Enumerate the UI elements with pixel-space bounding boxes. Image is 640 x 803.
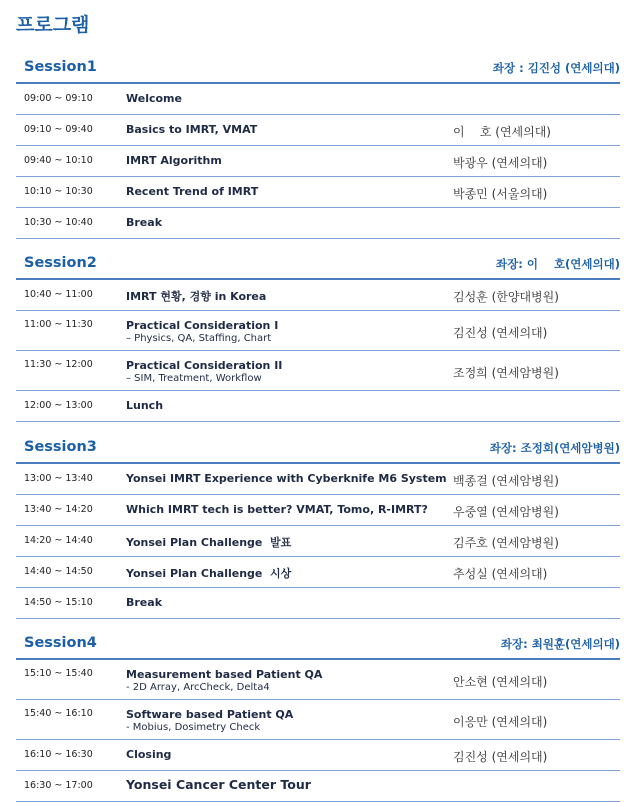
row-title: Welcome <box>126 92 182 105</box>
row-time: 11:30 ~ 12:00 <box>24 359 93 370</box>
row-time: 13:40 ~ 14:20 <box>24 504 93 515</box>
session-header <box>16 436 620 464</box>
row-speaker: 우중열 (연세암병원) <box>453 505 559 519</box>
schedule-row <box>16 588 620 619</box>
schedule-row <box>16 660 620 700</box>
row-speaker: 추성실 (연세의대) <box>453 567 548 581</box>
row-speaker: 김성훈 (한양대병원) <box>453 290 559 304</box>
session-2 <box>16 252 620 422</box>
row-subtitle: – Physics, QA, Staffing, Chart <box>126 333 272 344</box>
session-chair: 좌장: 최원훈(연세의대) <box>500 637 620 651</box>
row-title: Yonsei IMRT Experience with Cyberknife M6 System <box>126 472 447 485</box>
row-time: 10:10 ~ 10:30 <box>24 186 93 197</box>
schedule-row <box>16 351 620 391</box>
row-time: 15:40 ~ 16:10 <box>24 708 93 719</box>
row-speaker: 이 호 (연세의대) <box>453 125 551 139</box>
row-title: Practical Consideration II <box>126 359 283 372</box>
session-header <box>16 56 620 84</box>
row-time: 12:00 ~ 13:00 <box>24 400 93 411</box>
schedule-row <box>16 311 620 351</box>
row-speaker: 백종걸 (연세암병원) <box>453 474 559 488</box>
row-time: 14:40 ~ 14:50 <box>24 566 93 577</box>
session-4 <box>16 632 620 802</box>
row-time: 16:30 ~ 17:00 <box>24 780 93 791</box>
row-title: Recent Trend of IMRT <box>126 185 259 198</box>
row-speaker: 조정희 (연세암병원) <box>453 366 559 380</box>
row-speaker: 김진성 (연세의대) <box>453 750 548 764</box>
row-title: Break <box>126 216 163 229</box>
row-time: 16:10 ~ 16:30 <box>24 749 93 760</box>
schedule-row <box>16 146 620 177</box>
row-title: Measurement based Patient QA <box>126 668 323 681</box>
row-title: Lunch <box>126 399 164 412</box>
row-title: Yonsei Cancer Center Tour <box>126 777 311 792</box>
session-header <box>16 252 620 280</box>
row-speaker: 박광우 (연세의대) <box>453 156 548 170</box>
row-title: IMRT 현황, 경향 in Korea <box>126 290 267 303</box>
row-subtitle: – SIM, Treatment, Workflow <box>126 373 262 384</box>
page-title: 프로그램 <box>16 14 90 36</box>
row-time: 13:00 ~ 13:40 <box>24 473 93 484</box>
row-title: IMRT Algorithm <box>126 154 222 167</box>
row-title: Software based Patient QA <box>126 708 294 721</box>
schedule-row <box>16 495 620 526</box>
row-time: 14:20 ~ 14:40 <box>24 535 93 546</box>
row-speaker: 이응만 (연세의대) <box>453 715 548 729</box>
session-header <box>16 632 620 660</box>
schedule-row <box>16 740 620 771</box>
schedule-row <box>16 208 620 239</box>
schedule-row <box>16 464 620 495</box>
session-name: Session1 <box>24 59 97 75</box>
row-subtitle: - 2D Array, ArcCheck, Delta4 <box>126 682 270 693</box>
row-title: Basics to IMRT, VMAT <box>126 123 258 136</box>
session-chair: 좌장 : 김진성 (연세의대) <box>492 61 620 75</box>
row-time: 09:10 ~ 09:40 <box>24 124 93 135</box>
row-speaker: 안소현 (연세의대) <box>453 675 548 689</box>
row-speaker: 박종민 (서울의대) <box>453 187 548 201</box>
schedule-row <box>16 771 620 802</box>
row-time: 09:00 ~ 09:10 <box>24 93 93 104</box>
session-3 <box>16 436 620 619</box>
row-title: Which IMRT tech is better? VMAT, Tomo, R-IMRT? <box>126 503 428 516</box>
session-name: Session4 <box>24 635 97 651</box>
row-speaker: 김진성 (연세의대) <box>453 326 548 340</box>
row-time: 10:40 ~ 11:00 <box>24 289 93 300</box>
row-time: 09:40 ~ 10:10 <box>24 155 93 166</box>
row-title: Yonsei Plan Challenge 발표 <box>126 536 292 549</box>
schedule-row <box>16 280 620 311</box>
row-subtitle: - Mobius, Dosimetry Check <box>126 722 261 733</box>
row-title: Practical Consideration I <box>126 319 279 332</box>
schedule-row <box>16 391 620 422</box>
row-time: 14:50 ~ 15:10 <box>24 597 93 608</box>
session-chair: 좌장: 조정희(연세암병원) <box>489 441 620 455</box>
row-speaker: 김주호 (연세암병원) <box>453 536 559 550</box>
row-time: 11:00 ~ 11:30 <box>24 319 93 330</box>
schedule-row <box>16 84 620 115</box>
row-title: Yonsei Plan Challenge 시상 <box>126 567 292 580</box>
schedule-row <box>16 526 620 557</box>
row-title: Break <box>126 596 163 609</box>
schedule-row <box>16 557 620 588</box>
schedule-row <box>16 177 620 208</box>
session-1 <box>16 56 620 239</box>
row-time: 15:10 ~ 15:40 <box>24 668 93 679</box>
row-title: Closing <box>126 748 172 761</box>
session-chair: 좌장: 이 호(연세의대) <box>496 257 620 271</box>
session-name: Session2 <box>24 255 97 271</box>
schedule-row <box>16 115 620 146</box>
schedule-row <box>16 700 620 740</box>
session-name: Session3 <box>24 439 97 455</box>
row-time: 10:30 ~ 10:40 <box>24 217 93 228</box>
